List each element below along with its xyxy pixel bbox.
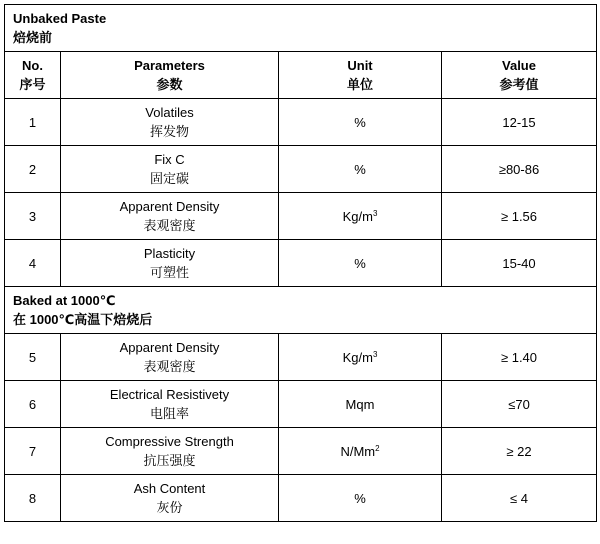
section-header-unbaked [5,5,597,52]
row-no: 4 [5,240,61,287]
row-unit: $Kg/m^3$ [279,193,442,240]
row-no: 6 [5,381,61,428]
row-parameter: Ash Content 灰份 [61,475,279,522]
row-value: ≥ 1.40 [442,334,597,381]
row-no: 8 [5,475,61,522]
row-unit: $Kg/m^3$ [279,334,442,381]
table-row [5,334,597,381]
row-value: 12-15 [442,99,597,146]
row-parameter: Electrical Resistivety 电阻率 [61,381,279,428]
row-no: 1 [5,99,61,146]
row-unit: % [279,475,442,522]
table-row [5,193,597,240]
row-value: 15-40 [442,240,597,287]
row-no: 7 [5,428,61,475]
row-parameter: Volatiles 挥发物 [61,99,279,146]
column-header-row [5,52,597,99]
table-row [5,240,597,287]
header-unit: Unit 单位 [279,52,442,99]
row-no: 3 [5,193,61,240]
row-value: ≤ 4 [442,475,597,522]
section-title-en: Baked at 1000℃ [13,293,116,308]
row-unit: % [279,99,442,146]
row-unit: % [279,240,442,287]
row-unit: % [279,146,442,193]
row-value: ≥80-86 [442,146,597,193]
header-parameters: Parameters 参数 [61,52,279,99]
row-parameter: Fix C 固定碳 [61,146,279,193]
section-title-cn: 在 1000℃高温下焙烧后 [13,312,153,327]
row-no: 2 [5,146,61,193]
section-title-en: Unbaked Paste [13,11,107,26]
row-parameter: Compressive Strength 抗压强度 [61,428,279,475]
row-no: 5 [5,334,61,381]
table-row [5,99,597,146]
table-row [5,146,597,193]
header-value: Value 参考值 [442,52,597,99]
table-row [5,381,597,428]
section-title [5,5,597,52]
row-parameter: Plasticity 可塑性 [61,240,279,287]
header-no: No. 序号 [5,52,61,99]
row-parameter: Apparent Density 表观密度 [61,193,279,240]
table-row [5,475,597,522]
section-title [5,287,597,334]
row-parameter: Apparent Density 表观密度 [61,334,279,381]
row-unit: N/Mm$^2$ [279,428,442,475]
row-unit: Mqm [279,381,442,428]
specification-table [4,4,597,522]
section-title-cn: 焙烧前 [13,30,53,45]
section-header-baked [5,287,597,334]
row-value: ≤70 [442,381,597,428]
row-value: ≥ 1.56 [442,193,597,240]
row-value: ≥ 22 [442,428,597,475]
table-row [5,428,597,475]
